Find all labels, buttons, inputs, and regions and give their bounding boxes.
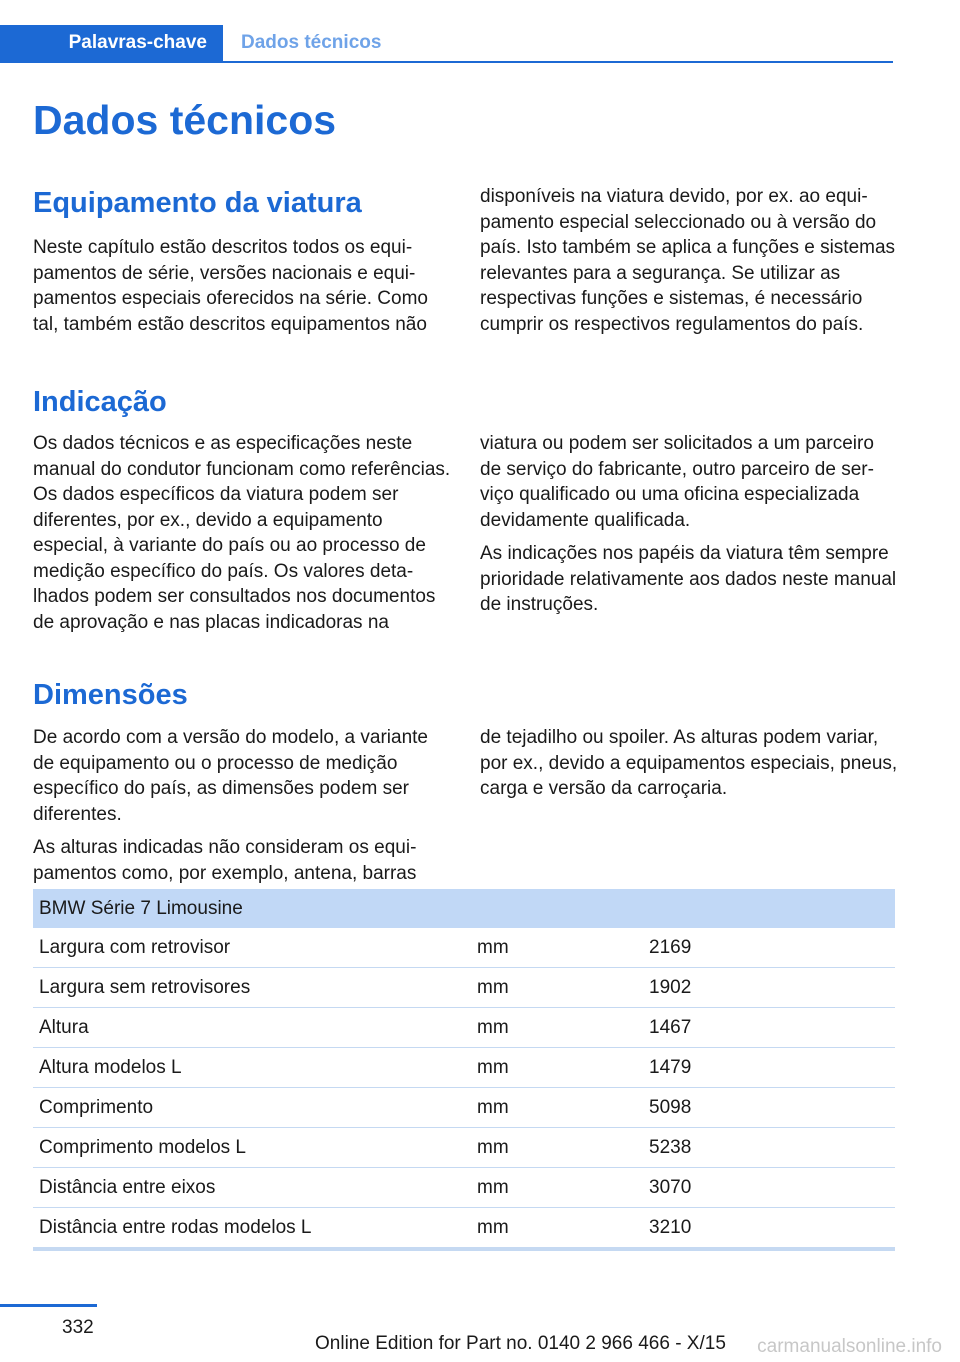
table-row bbox=[33, 1088, 895, 1128]
table-row bbox=[33, 928, 895, 968]
row-unit: mm bbox=[471, 1008, 643, 1048]
dimensoes-right-column bbox=[480, 725, 898, 810]
row-value: 1479 bbox=[643, 1048, 895, 1088]
page-number: 332 bbox=[62, 1317, 94, 1338]
row-label: Largura sem retrovisores bbox=[33, 968, 471, 1008]
row-value: 2169 bbox=[643, 928, 895, 968]
page-title: Dados técnicos bbox=[33, 97, 337, 143]
dimensions-table bbox=[33, 889, 895, 1251]
edition-footer: Online Edition for Part no. 0140 2 966 466 - X/15 bbox=[315, 1333, 726, 1354]
row-value: 1902 bbox=[643, 968, 895, 1008]
row-unit: mm bbox=[471, 1168, 643, 1208]
paragraph: As indicações nos papéis da viatura têm sempre prioridade relativamente aos dados neste manual de instruções. bbox=[480, 543, 897, 615]
table-row bbox=[33, 1208, 895, 1250]
paragraph: As alturas indicadas não consideram os equipamentos como, por exemplo, antena, barras bbox=[33, 837, 417, 884]
row-unit: mm bbox=[471, 1128, 643, 1168]
table-header-row bbox=[33, 889, 895, 928]
row-value: 5238 bbox=[643, 1128, 895, 1168]
section-title-indicacao: Indicação bbox=[33, 386, 167, 418]
tab-dados-tecnicos[interactable]: Dados técnicos bbox=[241, 32, 382, 53]
row-label: Altura modelos L bbox=[33, 1048, 471, 1088]
table-row bbox=[33, 1168, 895, 1208]
row-unit: mm bbox=[471, 1208, 643, 1250]
paragraph: Os dados técnicos e as especificações neste manual do condutor funcionam como referências. Os dados específicos da viatura podem ser diferentes, por ex., devido a equipamento especial, à variante do país ou ao processo de medição específico do país. Os valores detalhados podem ser consultados nos documentos de aprovação e nas placas indicadoras na bbox=[33, 433, 451, 633]
row-label: Comprimento bbox=[33, 1088, 471, 1128]
indicacao-left-column bbox=[33, 431, 451, 643]
row-label: Distância entre rodas modelos L bbox=[33, 1208, 471, 1250]
table-row bbox=[33, 968, 895, 1008]
paragraph: disponíveis na viatura devido, por ex. ao equipamento especial seleccionado ou à versão do país. Isto também se aplica a funções e sistemas relevantes para a segurança. Se utilizar as respectivas funções e sistemas, é necessário cumprir os respectivos regulamentos do país. bbox=[480, 186, 896, 335]
watermark-text: carmanualsonline.info bbox=[757, 1336, 942, 1357]
paragraph: Neste capítulo estão descritos todos os equipamentos de série, versões nacionais e equipamentos especiais oferecidos na série. Como tal, também estão descritos equipamentos não bbox=[33, 237, 428, 335]
row-value: 1467 bbox=[643, 1008, 895, 1048]
section-title-equipamento: Equipamento da viatura bbox=[33, 187, 362, 219]
equipamento-left-column bbox=[33, 235, 451, 345]
equipamento-right-column bbox=[480, 184, 898, 345]
paragraph: de tejadilho ou spoiler. As alturas podem variar, por ex., devido a equipamentos especiais, pneus, carga e versão da carroçaria. bbox=[480, 727, 898, 799]
indicacao-right-column bbox=[480, 431, 898, 626]
header-bar bbox=[0, 25, 893, 63]
paragraph: De acordo com a versão do modelo, a variante de equipamento ou o processo de medição específico do país, as dimensões podem ser diferentes. bbox=[33, 727, 428, 825]
row-unit: mm bbox=[471, 1088, 643, 1128]
table-header: BMW Série 7 Limousine bbox=[33, 889, 895, 928]
row-unit: mm bbox=[471, 1048, 643, 1088]
tab-palavras-chave[interactable]: Palavras-chave bbox=[0, 25, 223, 61]
page-number-bar bbox=[0, 1304, 97, 1307]
row-unit: mm bbox=[471, 968, 643, 1008]
row-unit: mm bbox=[471, 928, 643, 968]
row-label: Comprimento modelos L bbox=[33, 1128, 471, 1168]
table-row bbox=[33, 1048, 895, 1088]
row-value: 3070 bbox=[643, 1168, 895, 1208]
row-label: Distância entre eixos bbox=[33, 1168, 471, 1208]
row-value: 3210 bbox=[643, 1208, 895, 1250]
paragraph: viatura ou podem ser solicitados a um parceiro de serviço do fabricante, outro parceiro de serviço qualificado ou uma oficina especializada devidamente qualificada. bbox=[480, 433, 874, 531]
section-title-dimensoes: Dimensões bbox=[33, 679, 188, 711]
table-row bbox=[33, 1128, 895, 1168]
row-value: 5098 bbox=[643, 1088, 895, 1128]
row-label: Altura bbox=[33, 1008, 471, 1048]
table-row bbox=[33, 1008, 895, 1048]
dimensoes-left-column bbox=[33, 725, 451, 894]
row-label: Largura com retrovisor bbox=[33, 928, 471, 968]
